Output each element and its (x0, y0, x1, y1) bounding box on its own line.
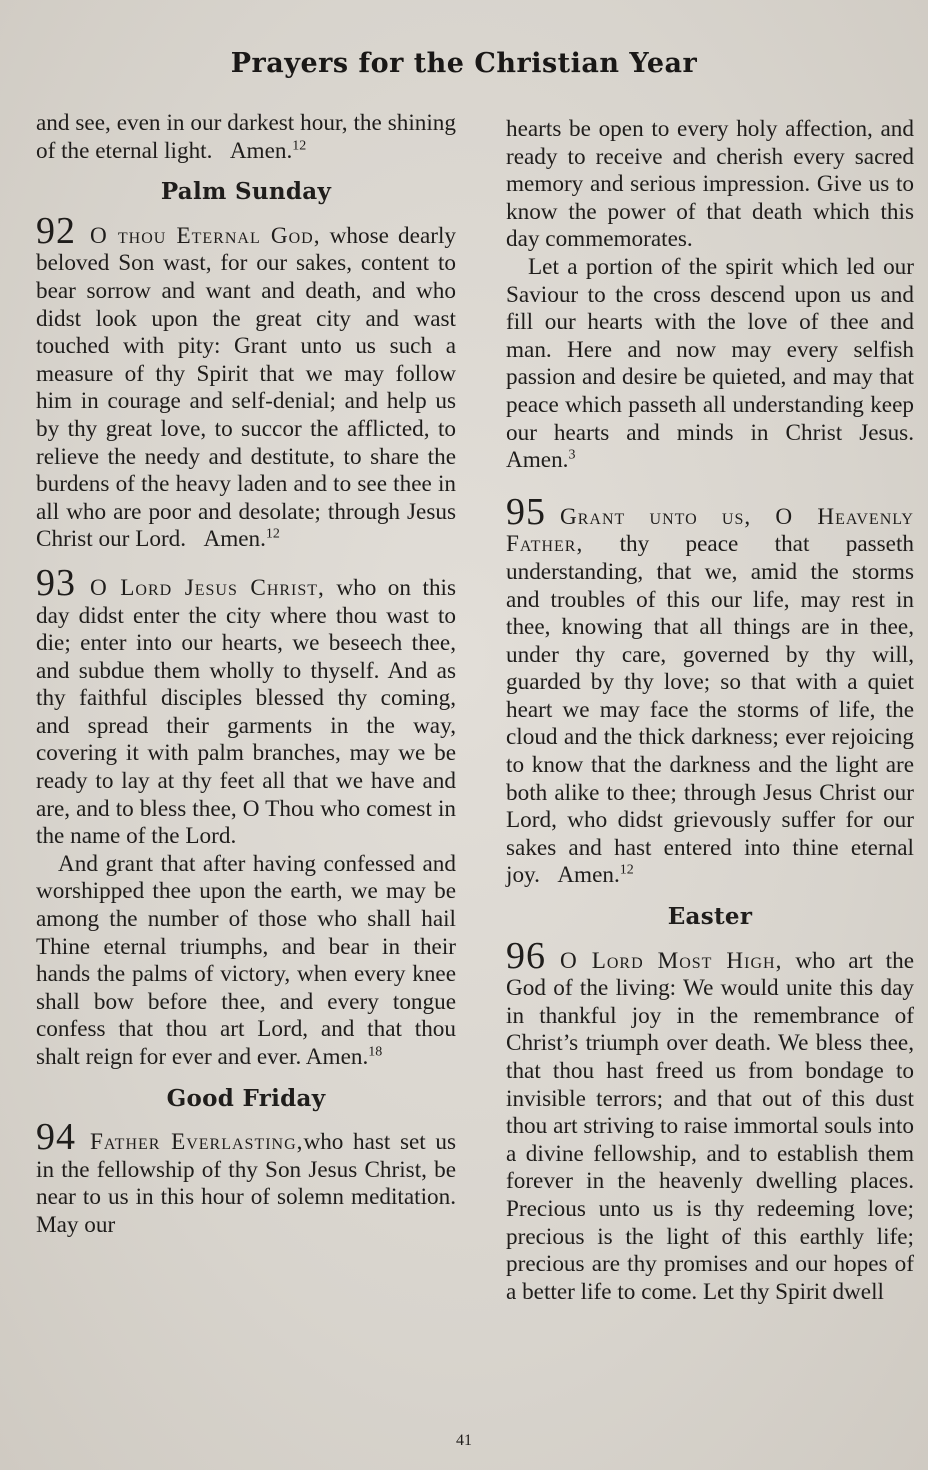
amen: Amen. (203, 526, 266, 553)
amen: Amen. (229, 137, 293, 164)
amen: Amen. (557, 862, 620, 889)
prayer-number: 95 (506, 490, 546, 533)
prayer-93 (36, 561, 456, 851)
section-heading-good-friday: Good Friday (166, 1084, 326, 1112)
source-ref: 12 (265, 526, 280, 542)
prayer-opening: O thou Eternal God, (90, 222, 321, 249)
prayer-91-ending (36, 110, 456, 165)
prayer-96 (506, 934, 915, 1307)
prayer-body: who on this day didst enter the city where thou wast to die; enter into our hearts, we beseech thee, and subdue them wholly to thyself. And as thy faithful disciples blessed thy coming, and spread their garments in the way, covering it with palm branches, may we be ready to lay at thy feet all that we have and are, and to bless thee, O Thou who comest in the name of the Lord. (36, 574, 456, 850)
running-head: Prayers for the Christian Year (230, 48, 698, 79)
prayer-number: 93 (36, 561, 76, 604)
prayer-91-text: and see, even in our darkest hour, the shining of the eternal light. (36, 110, 456, 164)
source-ref: 18 (368, 1044, 383, 1060)
prayer-body: thy peace that passeth understanding, that we, amid the storms and troubles of this our life, may rest in thee, knowing that all things are in thee, under thy care, governed by thy will, guarded by thy love; so that with a quiet heart we may face the storms of life, the cloud and the thick darkness; ever rejoicing to know that the darkness and the light are both alike to thee; through Jesus Christ our Lord, who didst grievously suffer for our sakes and hast entered into thine eternal joy. (506, 531, 914, 889)
prayer-number: 94 (36, 1116, 76, 1159)
prayer-opening: O Lord Jesus Christ, (90, 574, 325, 601)
prayer-body: Let a portion of the spirit which led our Saviour to the cross descend upon us and fill our hearts with the love of thee and man. Here and now may every selfish passion and desire be quieted, and may that peace which passeth all understanding keep our hearts and minds in Christ Jesus. (506, 253, 914, 446)
page-number: 41 (456, 1432, 472, 1449)
prayer-body: whose dearly beloved Son wast, for our sakes, content to bear sorrow and want and death, and who didst look upon the great city and wast touched with pity: Grant unto us such a measure of thy Spirit that we may follow him in courage and self-denial; and help us by thy great love, to succor the afflicted, to relieve the needy and destitute, to share the burdens of the heavy laden and to see thee in all who are poor and desolate; through Jesus Christ our Lord. (36, 222, 456, 553)
source-ref: 12 (292, 137, 307, 153)
prayer-94 (36, 1116, 456, 1239)
prayer-body: who hast set us in the fellowship of thy Son Jesus Christ, be near to us in this hour of solemn meditation. May our (36, 1129, 456, 1238)
right-column (506, 116, 914, 1306)
prayer-body: who art the God of the living: We would unite this day in thankful joy in the remembrance of Christ’s triumph over death. We bless thee, that thou hast freed us from bondage to invisible terrors; and that out of this dust thou art striving to raise immortal souls into a divine fellowship, and to establish them forever in the heavenly dwelling places. Precious unto us is thy redeeming love; precious is the light of this earthly life; precious are thy promises and our hopes of a better life to come. Let thy Spirit dwell (506, 947, 915, 1305)
left-column (36, 110, 456, 1240)
prayer-94-second-paragraph (506, 254, 914, 475)
prayer-92 (36, 209, 456, 554)
prayer-93-continued (36, 851, 456, 1072)
prayer-body: hearts be open to every holy affection, and ready to receive and cherish every sacred memory and serious impression. Give us to know the power of that death which this day commemorates. (506, 116, 914, 253)
source-ref: 12 (619, 862, 634, 878)
prayer-number: 92 (36, 209, 76, 252)
prayer-opening: Grant unto us, O Heavenly Father, (506, 503, 914, 558)
section-heading-easter: Easter (667, 903, 753, 931)
prayer-opening: O Lord Most High, (560, 947, 783, 974)
section-heading-palm-sunday: Palm Sunday (160, 178, 332, 206)
amen: Amen. (506, 447, 569, 474)
amen: Amen. (305, 1044, 369, 1070)
prayer-number: 96 (506, 934, 546, 977)
source-ref: 3 (568, 447, 576, 463)
prayer-95 (506, 490, 914, 890)
prayer-body: And grant that after having confessed and worshipped thee upon the earth, we may be among the number of those who shall hail Thine eternal triumphs, and bear in their hands the palms of victory, when every knee shall bow before thee, and every tongue confess that thou art Lord, and that thou shalt reign for ever and ever. (36, 850, 456, 1070)
prayer-opening: Father Everlasting, (90, 1129, 304, 1156)
prayer-94-continued (506, 116, 914, 254)
